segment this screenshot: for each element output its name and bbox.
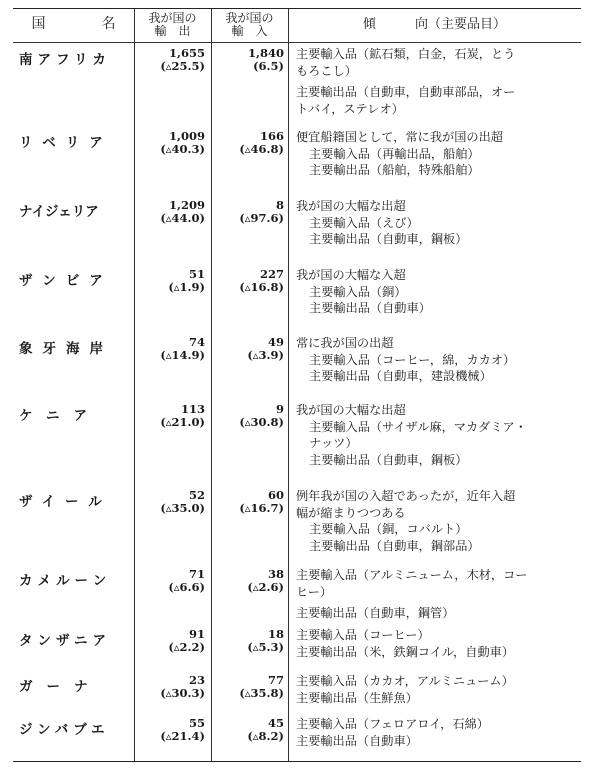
export-change: (▵30.3) xyxy=(160,686,205,700)
import-change: (▵8.2) xyxy=(247,729,284,743)
trend-line: もろこし） xyxy=(296,63,357,78)
import-change: (▵2.6) xyxy=(247,580,284,594)
import-change: (▵3.9) xyxy=(247,348,284,362)
export-change: (▵40.3) xyxy=(160,142,205,156)
export-value xyxy=(135,130,205,156)
import-value xyxy=(212,489,284,515)
header-export-line1: 我が国の xyxy=(148,11,197,25)
column-divider xyxy=(288,9,289,761)
import-amount: 18 xyxy=(267,627,284,641)
import-amount: 77 xyxy=(267,673,284,687)
export-value xyxy=(135,268,205,294)
trend-line: 例年我が国の入超であったが，近年入超 xyxy=(296,489,516,503)
trend-line: 主要輸入品（えび） xyxy=(309,215,419,230)
trend-line: 主要輸出品（自動車，自動車部品，オー xyxy=(296,85,516,99)
trend-line: 主要輸入品（サイザル麻，マカダミア・ xyxy=(309,419,527,434)
export-amount: 1,655 xyxy=(168,46,205,60)
import-change: (▵35.8) xyxy=(239,686,284,700)
trend-line: ナッツ） xyxy=(309,436,358,450)
trend-line: 主要輸入品（コーヒー） xyxy=(296,628,430,642)
country-name: カメルーン xyxy=(19,573,112,589)
header-country: 国 名 xyxy=(31,16,116,32)
export-amount: 1,209 xyxy=(168,198,205,212)
trend-line: 主要輸入品（銅） xyxy=(309,284,407,299)
country-name: ジンバブエ xyxy=(19,722,110,738)
trend-line: 主要輸出品（自動車，鋼管） xyxy=(296,606,455,620)
export-value xyxy=(135,717,205,743)
export-value xyxy=(135,199,205,225)
import-change: (▵46.8) xyxy=(239,142,284,156)
country-name: タンザニア xyxy=(19,633,111,649)
import-amount: 166 xyxy=(259,129,284,143)
export-amount: 113 xyxy=(180,402,205,416)
trend-line: 主要輸出品（自動車，鋼板） xyxy=(309,452,468,467)
import-value xyxy=(212,674,284,700)
trend-line: 主要輸入品（鉱石類，白金，石炭，とう xyxy=(296,47,516,61)
country-name: ザンビア xyxy=(19,273,113,289)
export-value xyxy=(135,336,205,362)
import-value xyxy=(212,199,284,225)
trend-line: 主要輸出品（自動車，鋼部品） xyxy=(309,538,480,553)
export-amount: 74 xyxy=(188,335,205,349)
trend-line: 主要輸出品（船舶，特殊船舶） xyxy=(309,163,480,177)
export-change: (▵14.9) xyxy=(160,348,205,362)
export-amount: 55 xyxy=(188,716,205,730)
import-value xyxy=(212,47,284,73)
import-amount: 227 xyxy=(259,267,284,281)
export-change: (▵1.9) xyxy=(168,280,205,294)
export-change: (▵21.4) xyxy=(160,729,205,743)
export-value xyxy=(135,489,205,515)
import-value xyxy=(212,403,284,429)
trend-line: 主要輸出品（自動車） xyxy=(296,733,418,748)
import-change: (▵30.8) xyxy=(239,415,284,429)
header-trend: 傾 向（主要品目） xyxy=(362,17,506,32)
trend-line: 我が国の大幅な出超 xyxy=(296,199,406,213)
trend-line: トバイ，ステレオ） xyxy=(296,101,404,116)
import-amount: 38 xyxy=(267,567,284,581)
import-value xyxy=(212,336,284,362)
export-change: (▵35.0) xyxy=(160,501,205,515)
header-export-line2: 輸 出 xyxy=(154,24,191,38)
import-value xyxy=(212,568,284,594)
trend-line: 主要輸入品（フェロアロイ，石綿） xyxy=(296,717,489,731)
export-amount: 71 xyxy=(188,567,205,581)
import-amount: 45 xyxy=(267,716,284,730)
trend-line: 主要輸入品（銅，コバルト） xyxy=(309,522,468,536)
export-amount: 52 xyxy=(188,488,205,502)
country-name: リベリア xyxy=(19,135,113,151)
import-amount: 49 xyxy=(267,335,284,349)
export-change: (▵44.0) xyxy=(160,211,205,225)
country-name: ザイール xyxy=(19,494,112,510)
import-amount: 8 xyxy=(275,198,284,212)
export-value xyxy=(135,47,205,73)
country-name: ナイジェリア xyxy=(19,204,99,220)
import-amount: 9 xyxy=(275,402,284,416)
country-name: ケニア xyxy=(19,408,101,424)
trend-line: 主要輸入品（再輸出品，船舶） xyxy=(309,146,480,161)
country-name: 南アフリカ xyxy=(19,52,111,68)
trend-line: 常に我が国の出超 xyxy=(296,336,394,350)
export-value xyxy=(135,674,205,700)
export-amount: 51 xyxy=(188,267,205,281)
import-value xyxy=(212,130,284,156)
trend-line: 我が国の大幅な出超 xyxy=(296,403,406,417)
trend-line: 主要輸出品（自動車，建設機械） xyxy=(309,369,492,383)
import-value xyxy=(212,717,284,743)
export-amount: 91 xyxy=(188,627,205,641)
import-change: (6.5) xyxy=(253,59,284,73)
import-amount: 60 xyxy=(267,488,284,502)
import-amount: 1,840 xyxy=(247,46,284,60)
header-import xyxy=(211,12,288,38)
header-import-line1: 我が国の xyxy=(225,11,274,25)
export-value xyxy=(135,568,205,594)
header-import-line2: 輸 入 xyxy=(231,24,268,38)
header-divider xyxy=(13,42,581,43)
export-change: (▵21.0) xyxy=(160,415,205,429)
export-change: (▵2.2) xyxy=(168,640,205,654)
import-value xyxy=(212,628,284,654)
country-name: ガーナ xyxy=(19,679,102,695)
trade-table xyxy=(13,8,581,762)
export-amount: 1,009 xyxy=(168,129,205,143)
import-change: (▵97.6) xyxy=(239,211,284,225)
trend-line: 主要輸入品（カカオ，アルミニューム） xyxy=(296,674,514,688)
import-change: (▵5.3) xyxy=(247,640,284,654)
trend-line: 幅が縮まりつつある xyxy=(296,505,406,520)
export-change: (▵6.6) xyxy=(168,580,205,594)
export-amount: 23 xyxy=(188,673,205,687)
trend-line: 主要輸入品（コーヒー，綿，カカオ） xyxy=(309,352,516,367)
export-value xyxy=(135,403,205,429)
trend-line: ヒー） xyxy=(296,584,333,599)
export-change: (▵25.5) xyxy=(160,59,205,73)
country-name: 象牙海岸 xyxy=(19,341,113,357)
header-export xyxy=(134,12,211,38)
import-change: (▵16.7) xyxy=(239,501,284,515)
trend-line: 主要輸出品（米，鉄鋼コイル，自動車） xyxy=(296,644,515,659)
export-value xyxy=(135,628,205,654)
trend-line: 主要輸出品（自動車，鋼板） xyxy=(309,232,468,246)
trend-line: 主要輸出品（自動車） xyxy=(309,301,431,315)
import-value xyxy=(212,268,284,294)
trend-line: 我が国の大幅な入超 xyxy=(296,268,406,282)
trend-line: 便宜船籍国として，常に我が国の出超 xyxy=(296,130,503,144)
import-change: (▵16.8) xyxy=(239,280,284,294)
trend-line: 主要輸入品（アルミニューム，木材，コー xyxy=(296,568,528,582)
trend-line: 主要輸出品（生鮮魚） xyxy=(296,690,418,705)
